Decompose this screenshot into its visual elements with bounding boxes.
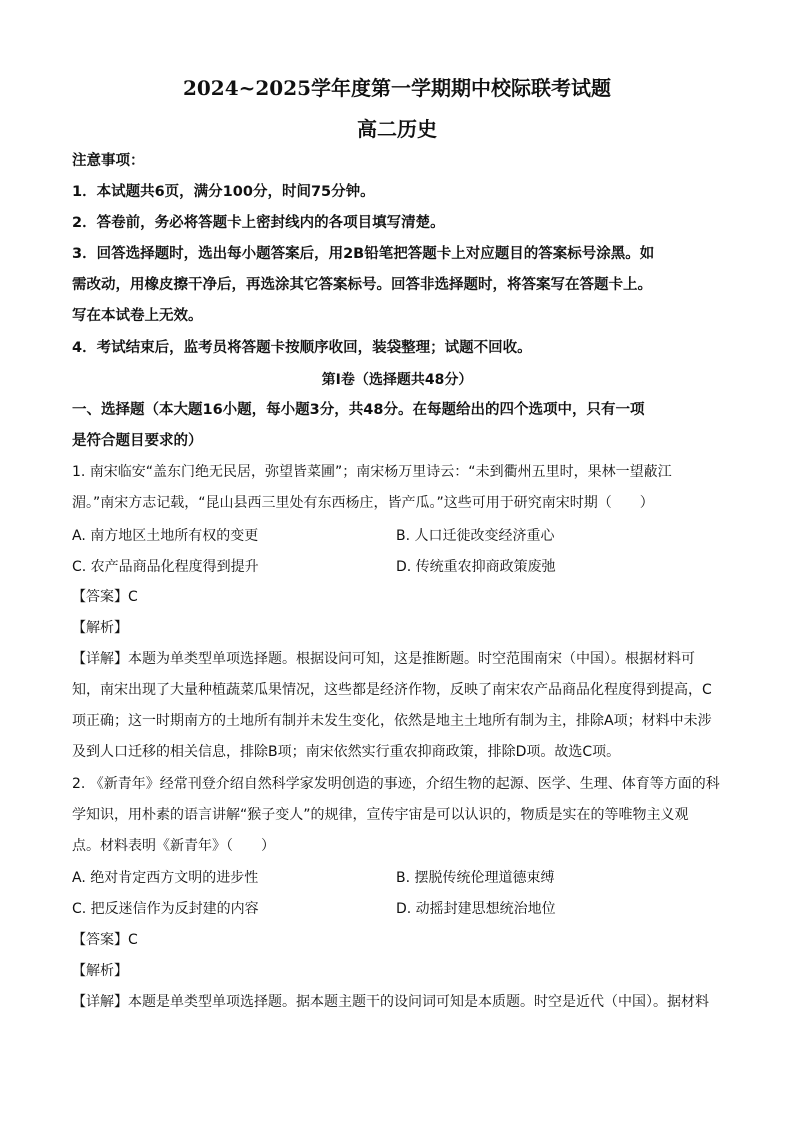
notice-item: 需改动，用橡皮擦干净后，再选涂其它答案标号。回答非选择题时，将答案写在答题卡上。 <box>72 277 652 293</box>
notice-item: 2．答卷前，务必将答题卡上密封线内的各项目填写清楚。 <box>72 215 445 231</box>
section-intro: 是符合题目要求的） <box>72 433 203 449</box>
q1-detail: 【详解】本题为单类型单项选择题。根据设问可知，这是推断题。时空范围南宋（中国）。根据材料可 <box>72 651 695 667</box>
q1-option-a: A. 南方地区土地所有权的变更 <box>72 528 259 544</box>
q1-detail: 及到人口迁移的相关信息，排除B项；南宋依然实行重农抑商政策，排除D项。故选C项。 <box>72 744 621 760</box>
q2-option-d: D. 动摇封建思想统治地位 <box>396 901 556 917</box>
section-title: 第Ⅰ卷（选择题共48分） <box>321 372 473 388</box>
q2-stem: 学知识，用朴素的语言讲解“猴子变人”的规律，宣传宇宙是可以认识的，物质是实在的等唯物主义观 <box>72 807 689 823</box>
q2-analysis-label: 【解析】 <box>72 963 128 979</box>
notice-item: 写在本试卷上无效。 <box>72 308 203 324</box>
q1-analysis-label: 【解析】 <box>72 620 128 636</box>
q2-stem: 点。材料表明《新青年》（ ） <box>72 838 275 854</box>
q1-stem: 1. 南宋临安“盖东门绝无民居，弥望皆菜圃”；南宋杨万里诗云：“未到衢州五里时，果林一望蔽江 <box>72 464 672 480</box>
q2-option-a: A. 绝对肯定西方文明的进步性 <box>72 870 259 886</box>
q1-answer: 【答案】C <box>72 589 138 605</box>
notice-item: 3．回答选择题时，选出每小题答案后，用2B铅笔把答题卡上对应题目的答案标号涂黑。如 <box>72 246 655 262</box>
notice-heading: 注意事项： <box>72 153 145 169</box>
notice-item: 4．考试结束后，监考员将答题卡按顺序收回，装袋整理；试题不回收。 <box>72 340 532 356</box>
exam-title: 2024~2025学年度第一学期期中校际联考试题 <box>182 76 612 100</box>
q2-stem: 2. 《新青年》经常刊登介绍自然科学家发明创造的事迹，介绍生物的起源、医学、生理、体育等方面的科 <box>72 776 720 792</box>
q2-detail: 【详解】本题是单类型单项选择题。据本题主题干的设问词可知是本质题。时空是近代（中国）。据材料 <box>72 994 709 1010</box>
q2-answer: 【答案】C <box>72 932 138 948</box>
q2-option-b: B. 摆脱传统伦理道德束缚 <box>396 870 555 886</box>
q1-option-c: C. 农产品商品化程度得到提升 <box>72 559 259 575</box>
section-intro: 一、选择题（本大题16小题，每小题3分，共48分。在每题给出的四个选项中，只有一项 <box>72 402 645 418</box>
notice-item: 1．本试题共6页，满分100分，时间75分钟。 <box>72 184 375 200</box>
q1-stem: 湄。”南宋方志记载，“昆山县西三里处有东西杨庄，皆产瓜。”这些可用于研究南宋时期（ ） <box>72 495 654 511</box>
q2-option-c: C. 把反迷信作为反封建的内容 <box>72 901 259 917</box>
q1-option-d: D. 传统重农抑商政策废弛 <box>396 559 556 575</box>
q1-option-b: B. 人口迁徙改变经济重心 <box>396 528 555 544</box>
q1-detail: 知，南宋出现了大量种植蔬菜瓜果情况，这些都是经济作物，反映了南宋农产品商品化程度得到提高，C <box>72 682 712 698</box>
exam-subject: 高二历史 <box>357 117 437 141</box>
q1-detail: 项正确；这一时期南方的土地所有制并未发生变化，依然是地主土地所有制为主，排除A项；材料中未涉 <box>72 713 712 729</box>
